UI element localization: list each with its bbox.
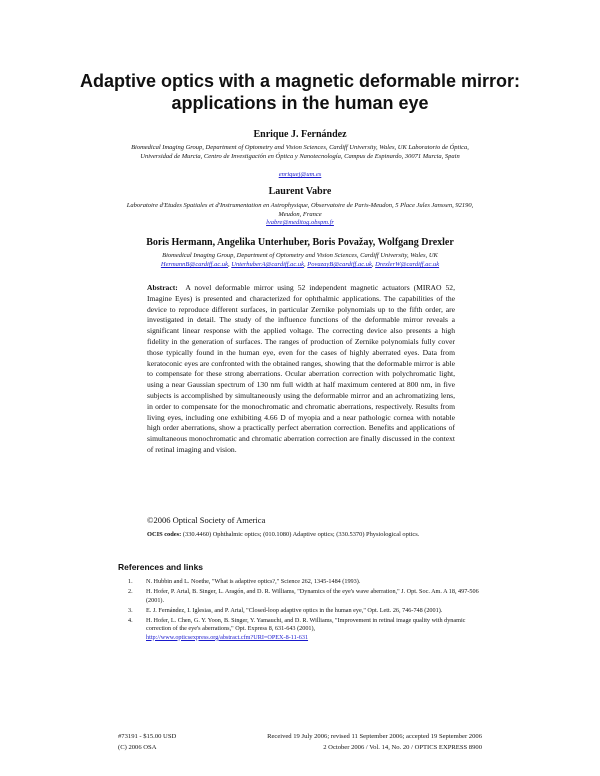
reference-item [118, 607, 480, 615]
author-email[interactable]: enriquej@um.es [278, 171, 322, 178]
paper-title: Adaptive optics with a magnetic deformable mirror: applications in the human eye [79, 71, 521, 113]
author-names: Boris Hermann, Angelika Unterhuber, Boris Považay, Wolfgang Drexler [146, 237, 454, 248]
reference-text: H. Hofer, P. Artal, B. Singer, L. Aragón, and D. R. Williams, "Dynamics of the eye's wave aberration," J. Opt. Soc. Am. A 18, 497-506 (2001). [146, 588, 479, 604]
footer-manuscript-id: #73191 - $15.00 USD [118, 733, 177, 740]
reference-item [118, 578, 480, 586]
footer-dates: Received 19 July 2006; revised 11 September 2006; accepted 19 September 2006 [267, 733, 482, 740]
reference-number: 4. [128, 617, 133, 625]
ocis-text: (330.4460) Ophthalmic optics; (010.1080) Adaptive optics; (330.5370) Physiological optics. [182, 531, 420, 538]
reference-number: 1. [128, 578, 133, 585]
abstract-text: A novel deformable mirror using 52 independent magnetic actuators (MIRAO 52, Imagine Eyes) is presented and characterized for ophthalmic applications. The capabilities of the device to reproduce different surfaces, in particular Zernike polynomials up to the fifth order, are investigated in detail. The study of the influence functions of the deformable mirror reveals a significant linear response with the applied voltage. The correcting device also presents a high fidelity in the generation of surfaces. The ranges of production of Zernike polynomials fully cover those typically found in the human eye, even for the cases of highly aberrated eyes. Data from keratoconic eyes are confronted with the obtained ranges, showing that the deformable mirror is able to compensate for these strong aberrations. Ocular aberration correction with polychromatic light, using a near Gaussian spectrum of 130 nm full width at half maximum centered at 800 nm, in five subjects is accomplished by simultaneously using the deformable mirror and an achromatizing lens, in order to compensate for the monochromatic and chromatic aberrations, respectively. Results from living eyes, including one exhibiting 4.66 D of myopia and a near pathologic cornea with notable high order aberrations, show a practically perfect aberration correction. Benefits and applications of simultaneous monochromatic and chromatic aberration correction are finally discussed in the context of retinal imaging and vision. [147, 283, 455, 454]
references-heading: References and links [118, 562, 204, 572]
author-name: Laurent Vabre [268, 186, 332, 197]
author-affiliation: Biomedical Imaging Group, Department of Optometry and Vision Sciences, Cardiff University, Wales, UK [162, 252, 438, 259]
footer-journal-info: 2 October 2006 / Vol. 14, No. 20 / OPTICS EXPRESS 8900 [323, 744, 482, 751]
reference-item [118, 588, 480, 605]
abstract [147, 283, 455, 456]
reference-text: N. Hubbin and L. Noethe, "What is adaptive optics?," Science 262, 1345-1484 (1993). [146, 578, 361, 585]
author-email-link[interactable]: PovazayB@cardiff.ac.uk [307, 261, 372, 268]
reference-number: 2. [128, 588, 133, 596]
author-email-link[interactable]: DrexlerW@cardiff.ac.uk [375, 261, 440, 268]
reference-text: H. Hofer, L. Chen, G. Y. Yoon, B. Singer, Y. Yamauchi, and D. R. Williams, "Improvement in retinal image quality with dynamic correction of the eye's aberrations," Opt. Express 8, 631-643 (2001), [146, 617, 466, 633]
author-emails: HermannB@cardiff.ac.uk, UnterhuberA@cardiff.ac.uk, PovazayB@cardiff.ac.uk, DrexlerW@cardiff.ac.uk [160, 261, 440, 268]
author-email[interactable]: lvabre@meditog.obspm.fr [266, 219, 334, 226]
ocis-label: OCIS codes: [147, 531, 182, 538]
reference-item [118, 617, 480, 642]
author-email-link[interactable]: UnterhuberA@cardiff.ac.uk [231, 261, 305, 268]
footer-copyright: (C) 2006 OSA [118, 744, 157, 751]
author-name: Enrique J. Fernández [253, 129, 347, 140]
copyright: ©2006 Optical Society of America [147, 515, 266, 525]
ocis-codes [147, 531, 455, 540]
reference-number: 3. [128, 606, 133, 614]
reference-link[interactable]: http://www.opticsexpress.org/abstract.cfm?URI=OPEX-8-11-631 [146, 633, 309, 641]
abstract-label: Abstract: [147, 283, 178, 292]
author-email-link[interactable]: HermannB@cardiff.ac.uk [160, 261, 228, 268]
author-affiliation: Biomedical Imaging Group, Department of Optometry and Vision Sciences, Cardiff University, Wales, UK Laboratorio de Óptica, Universidad de Murcia, Centro de Investigación en Óptica y Nanotecnología, Campus de Espinardo, 30071 Murcia, Spain [131, 144, 469, 160]
reference-list [118, 578, 480, 644]
author-affiliation: Laboratoire d'Etudes Spatiales et d'Instrumentation en Astrophysique, Observatoire de Paris-Meudon, 5 Place Jules Janssen, 92190, Meudon, France [126, 202, 474, 218]
reference-text: E. J. Fernández, I. Iglesias, and P. Artal, "Closed-loop adaptive optics in the human eye," Opt. Lett. 26, 746-748 (2001). [146, 606, 443, 614]
